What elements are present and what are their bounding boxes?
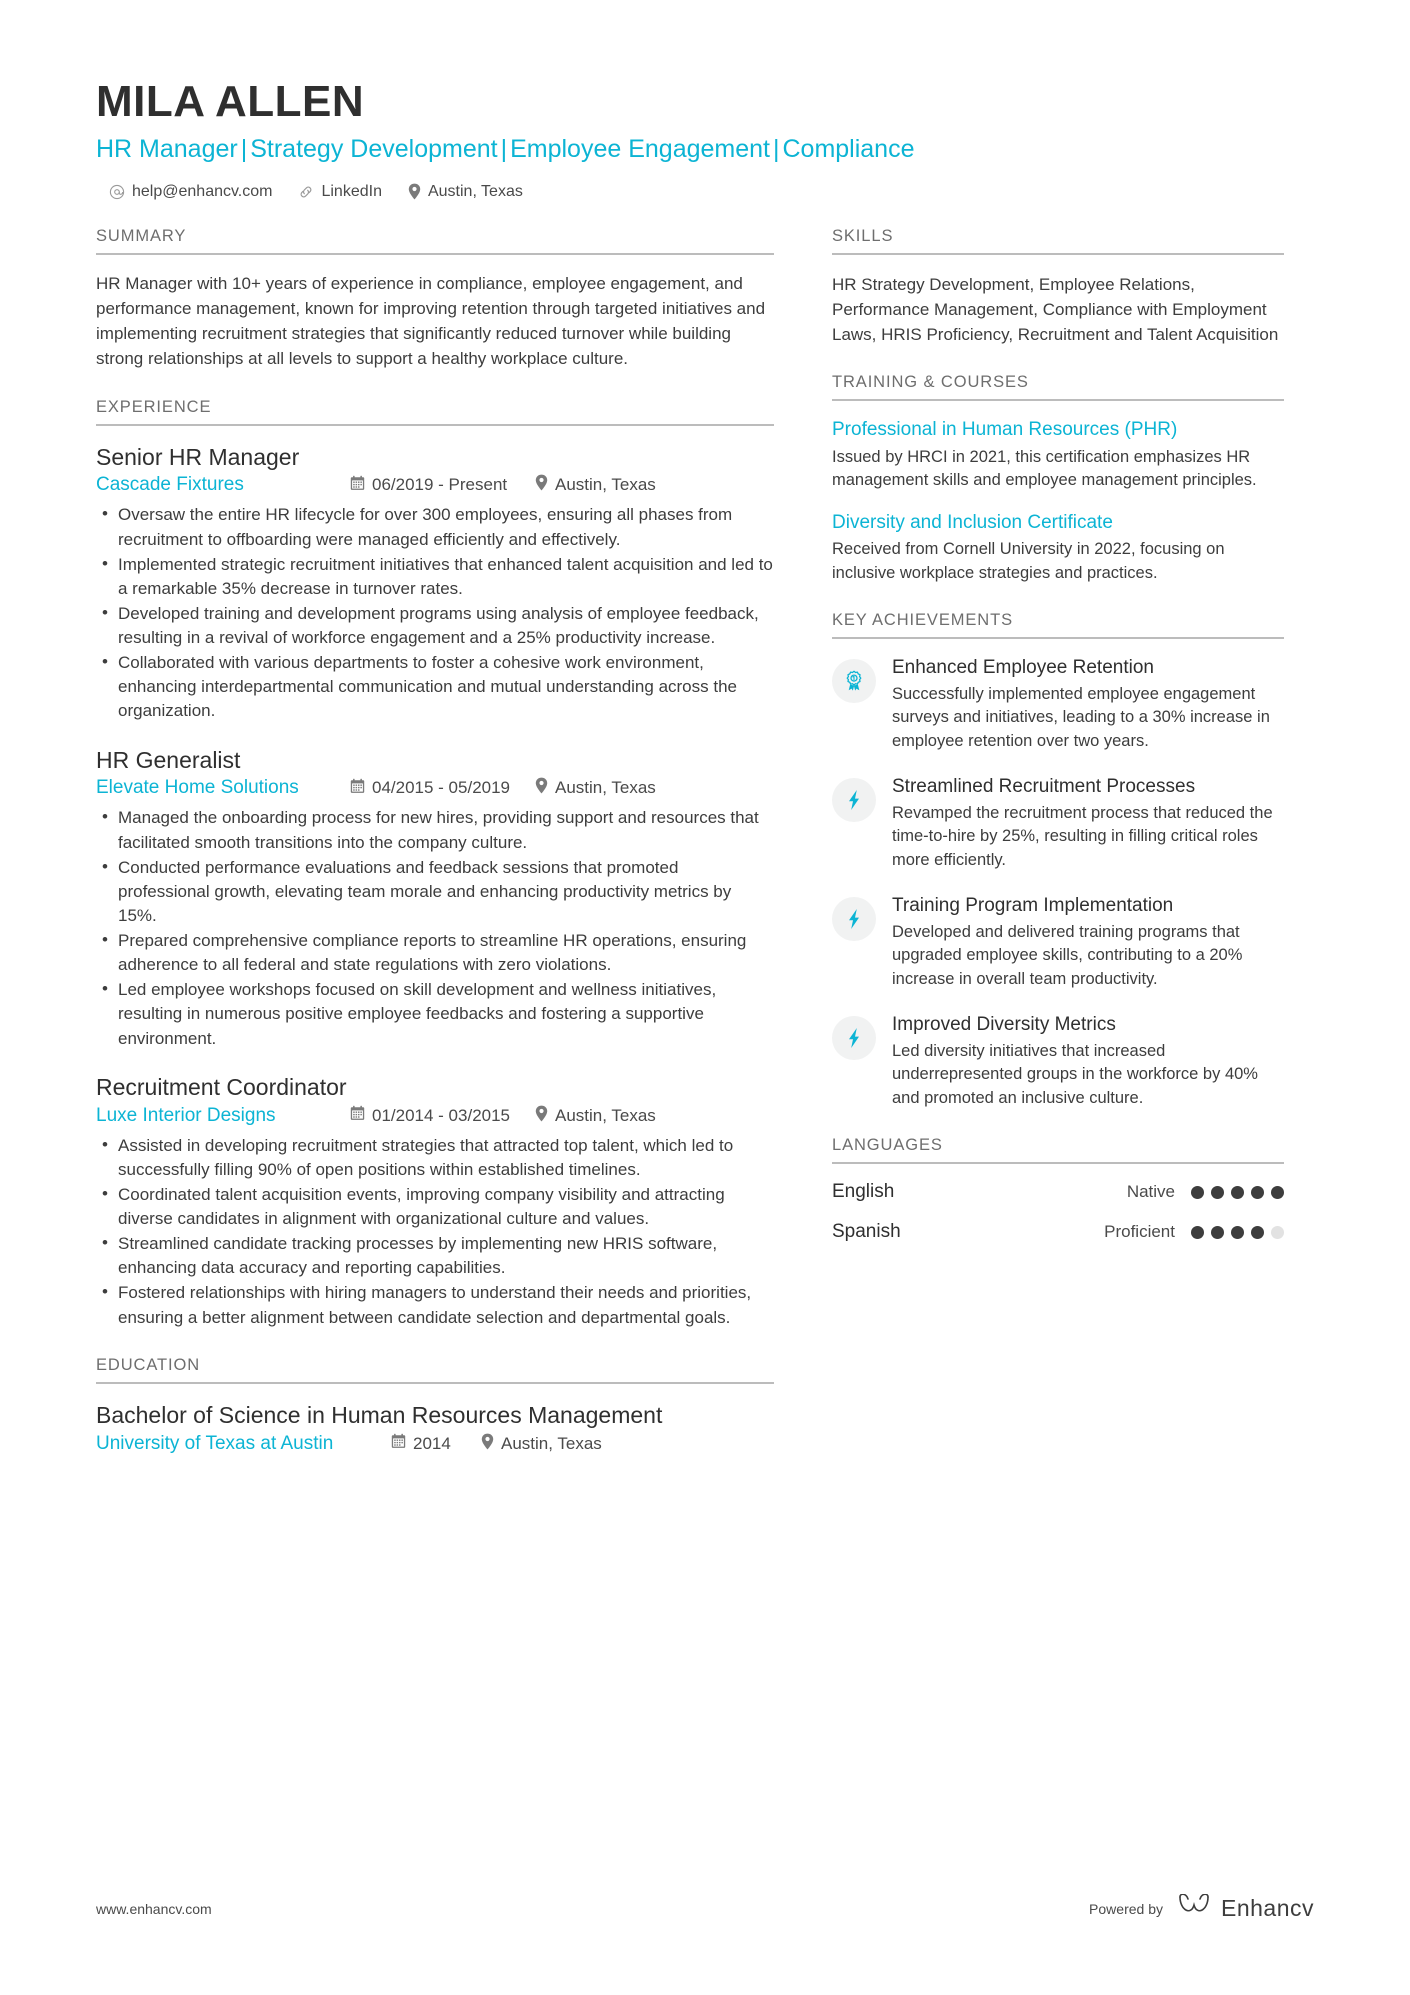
experience-entry — [96, 1073, 774, 1330]
experience-location — [535, 474, 656, 496]
experience-bullet: • Fostered relationships with hiring managers to understand their needs and priorities, ensuring a better alignment between candidate selection and departmental goals. — [96, 1281, 774, 1329]
experience-bullets — [96, 806, 774, 1050]
experience-company[interactable]: Luxe Interior Designs — [96, 1104, 276, 1126]
experience-bullets — [96, 1134, 774, 1330]
lightning-bolt-icon — [832, 897, 876, 941]
enhancv-mark-icon — [1177, 1894, 1211, 1923]
experience-bullets — [96, 503, 774, 723]
award-ribbon-icon — [832, 659, 876, 703]
calendar-icon — [350, 1105, 365, 1126]
experience-location-text: Austin, Texas — [555, 778, 656, 798]
achievement-body — [892, 656, 1284, 753]
contact-text: help@enhancv.com — [132, 182, 273, 200]
experience-location — [535, 777, 656, 799]
experience-bullet: • Managed the onboarding process for new hires, providing support and resources that facilitated smooth transitions into the company culture. — [96, 806, 774, 854]
enhancv-logo — [1177, 1894, 1314, 1923]
calendar-icon — [391, 1433, 406, 1454]
email-icon — [109, 184, 125, 200]
language-proficiency-dots — [1191, 1186, 1284, 1199]
achievement-body — [892, 1013, 1284, 1110]
achievements-list — [832, 656, 1284, 1110]
proficiency-dot — [1231, 1226, 1244, 1239]
proficiency-dot — [1231, 1186, 1244, 1199]
experience-dates-text: 01/2014 - 03/2015 — [372, 1105, 511, 1125]
achievement-description: Revamped the recruitment process that reduced the time-to-hire by 25%, resulting in filling critical roles more efficiently. — [892, 803, 1273, 869]
section-title-languages: LANGUAGES — [832, 1136, 1284, 1164]
resume-footer — [96, 1894, 1314, 1923]
education-degree: Bachelor of Science in Human Resources Management — [96, 1401, 663, 1428]
footer-website-url[interactable]: www.enhancv.com — [96, 1900, 212, 1917]
achievement-title: Enhanced Employee Retention — [892, 657, 1154, 679]
section-title-education: EDUCATION — [96, 1356, 774, 1384]
experience-bullet: • Developed training and development programs using analysis of employee feedback, resulting in a revival of workforce engagement and a 25% productivity increase. — [96, 602, 774, 650]
experience-bullet: • Prepared comprehensive compliance reports to streamline HR operations, ensuring adherence to all federal and state regulations with zero violations. — [96, 929, 774, 977]
contact-text: LinkedIn — [321, 182, 382, 200]
training-description: Received from Cornell University in 2022, focusing on inclusive workplace strategies and practices. — [832, 540, 1225, 582]
experience-bullet: • Collaborated with various departments to foster a cohesive work environment, enhancing interdepartmental communication and mutual understanding across the organization. — [96, 651, 774, 723]
experience-location-text: Austin, Texas — [555, 475, 656, 495]
section-experience — [96, 398, 774, 1330]
experience-dates — [350, 778, 535, 799]
achievement-description: Led diversity initiatives that increased underrepresented groups in the workforce by 40% and promoted an inclusive culture. — [892, 1041, 1258, 1107]
section-title-training: TRAINING & COURSES — [832, 373, 1284, 401]
education-school[interactable]: University of Texas at Austin — [96, 1432, 334, 1454]
enhancv-wordmark: Enhancv — [1220, 1895, 1314, 1921]
resume-header — [96, 78, 1314, 201]
experience-dates — [350, 1105, 535, 1126]
experience-entry — [96, 746, 774, 1051]
training-description: Issued by HRCI in 2021, this certification emphasizes HR management skills and employee management principles. — [832, 447, 1257, 490]
experience-meta — [96, 777, 774, 799]
contact-row — [96, 183, 1314, 201]
proficiency-dot — [1211, 1186, 1224, 1199]
achievement-description: Successfully implemented employee engagement surveys and initiatives, leading to a 30% increase in employee retention over two years. — [892, 684, 1270, 750]
language-name: English — [832, 1181, 895, 1203]
achievement-description: Developed and delivered training programs that upgraded employee skills, contributing to a 20% increase in overall team productivity. — [892, 922, 1243, 988]
achievement-body — [892, 894, 1284, 991]
proficiency-dot — [1191, 1226, 1204, 1239]
achievement-title: Streamlined Recruitment Processes — [892, 776, 1196, 798]
summary-text: HR Manager with 10+ years of experience in compliance, employee engagement, and performance management, known for improving retention through targeted initiatives and implementing recruitment strategies that significantly reduced turnover while building strong relationships at all levels to support a healthy workplace culture. — [96, 273, 766, 368]
experience-dates-text: 06/2019 - Present — [372, 475, 508, 495]
contact-item-email[interactable] — [109, 183, 272, 201]
section-title-experience: EXPERIENCE — [96, 398, 774, 426]
experience-role: Recruitment Coordinator — [96, 1073, 347, 1100]
section-training — [832, 373, 1284, 585]
link-icon — [298, 184, 314, 200]
calendar-icon — [350, 778, 365, 799]
education-dates — [391, 1433, 481, 1454]
experience-bullet: • Assisted in developing recruitment strategies that attracted top talent, which led to successfully filling 90% of open positions within established timelines. — [96, 1134, 774, 1182]
experience-bullet: • Coordinated talent acquisition events, improving company visibility and attracting diverse candidates in alignment with organizational culture and values. — [96, 1183, 774, 1231]
skills-text: HR Strategy Development, Employee Relations, Performance Management, Compliance with Employment Laws, HRIS Proficiency, Recruitment and Talent Acquisition — [832, 274, 1279, 344]
experience-entry — [96, 443, 774, 724]
candidate-headline — [96, 134, 1314, 165]
experience-list — [96, 443, 774, 1330]
headline-separator: | — [772, 135, 780, 164]
achievement-entry — [832, 894, 1284, 991]
experience-company[interactable]: Elevate Home Solutions — [96, 777, 299, 799]
achievement-entry — [832, 775, 1284, 872]
section-summary — [96, 227, 774, 372]
experience-location — [535, 1105, 656, 1127]
achievement-entry — [832, 656, 1284, 753]
experience-meta — [96, 1105, 774, 1127]
headline-part: Employee Engagement — [510, 135, 770, 164]
proficiency-dot — [1191, 1186, 1204, 1199]
section-title-skills: SKILLS — [832, 227, 1284, 255]
headline-separator: | — [500, 135, 508, 164]
calendar-icon — [350, 475, 365, 496]
resume-columns — [96, 227, 1314, 1481]
training-name[interactable]: Professional in Human Resources (PHR) — [832, 419, 1178, 441]
education-entry — [96, 1401, 774, 1455]
powered-by-label: Powered by — [1089, 1900, 1163, 1917]
education-location-text: Austin, Texas — [501, 1433, 602, 1453]
experience-dates — [350, 475, 535, 496]
section-title-achievements: KEY ACHIEVEMENTS — [832, 611, 1284, 639]
language-name: Spanish — [832, 1221, 901, 1243]
contact-item-link[interactable] — [298, 183, 382, 201]
contact-item-location-pin[interactable] — [408, 183, 523, 201]
training-entry — [832, 511, 1284, 586]
achievement-title: Improved Diversity Metrics — [892, 1014, 1116, 1036]
experience-bullet: • Conducted performance evaluations and feedback sessions that promoted professional growth, elevating team morale and enhancing productivity metrics by 15%. — [96, 856, 774, 928]
left-column — [96, 227, 774, 1481]
experience-bullet: • Led employee workshops focused on skill development and wellness initiatives, resulting in numerous positive employee feedbacks and fostering a supportive environment. — [96, 978, 774, 1050]
section-skills — [832, 227, 1284, 347]
section-title-summary: SUMMARY — [96, 227, 774, 255]
experience-company[interactable]: Cascade Fixtures — [96, 474, 244, 496]
training-list — [832, 418, 1284, 585]
achievement-entry — [832, 1013, 1284, 1110]
experience-role: Senior HR Manager — [96, 443, 300, 470]
experience-bullet: • Implemented strategic recruitment initiatives that enhanced talent acquisition and led to a remarkable 35% decrease in turnover rates. — [96, 553, 774, 601]
headline-part: HR Manager — [96, 135, 238, 164]
section-achievements — [832, 611, 1284, 1110]
proficiency-dot — [1211, 1226, 1224, 1239]
lightning-bolt-icon — [832, 778, 876, 822]
headline-part: Strategy Development — [250, 135, 498, 164]
experience-meta — [96, 474, 774, 496]
location-pin-icon — [535, 1105, 548, 1127]
right-column — [832, 227, 1284, 1270]
experience-role: HR Generalist — [96, 746, 241, 773]
education-list — [96, 1401, 774, 1455]
lightning-bolt-icon — [832, 1016, 876, 1060]
training-name[interactable]: Diversity and Inclusion Certificate — [832, 511, 1113, 533]
location-pin-icon — [481, 1433, 494, 1455]
education-meta — [96, 1433, 774, 1455]
location-pin-icon — [535, 777, 548, 799]
location-pin-icon — [535, 474, 548, 496]
language-level: Native — [1126, 1182, 1175, 1202]
proficiency-dot — [1271, 1226, 1284, 1239]
headline-part: Compliance — [782, 135, 915, 164]
experience-bullet: • Streamlined candidate tracking processes by implementing new HRIS software, enhancing data accuracy and reporting capabilities. — [96, 1232, 774, 1280]
achievement-title: Training Program Implementation — [892, 895, 1174, 917]
experience-location-text: Austin, Texas — [555, 1105, 656, 1125]
section-languages — [832, 1136, 1284, 1243]
language-level: Proficient — [1104, 1222, 1175, 1242]
candidate-name: MILA ALLEN — [96, 77, 365, 126]
languages-list — [832, 1181, 1284, 1243]
proficiency-dot — [1251, 1186, 1264, 1199]
education-location — [481, 1433, 602, 1455]
proficiency-dot — [1271, 1186, 1284, 1199]
language-proficiency-dots — [1191, 1226, 1284, 1239]
training-entry — [832, 418, 1284, 493]
experience-bullet: • Oversaw the entire HR lifecycle for over 300 employees, ensuring all phases from recruitment to offboarding were managed efficiently and effectively. — [96, 503, 774, 551]
education-dates-text: 2014 — [413, 1433, 451, 1453]
footer-branding — [1089, 1894, 1314, 1923]
language-row — [832, 1181, 1284, 1203]
language-row — [832, 1221, 1284, 1243]
headline-separator: | — [240, 135, 248, 164]
contact-text: Austin, Texas — [427, 182, 523, 200]
proficiency-dot — [1251, 1226, 1264, 1239]
achievement-body — [892, 775, 1284, 872]
location-pin-icon — [408, 183, 421, 200]
section-education — [96, 1356, 774, 1455]
experience-dates-text: 04/2015 - 05/2019 — [372, 778, 511, 798]
